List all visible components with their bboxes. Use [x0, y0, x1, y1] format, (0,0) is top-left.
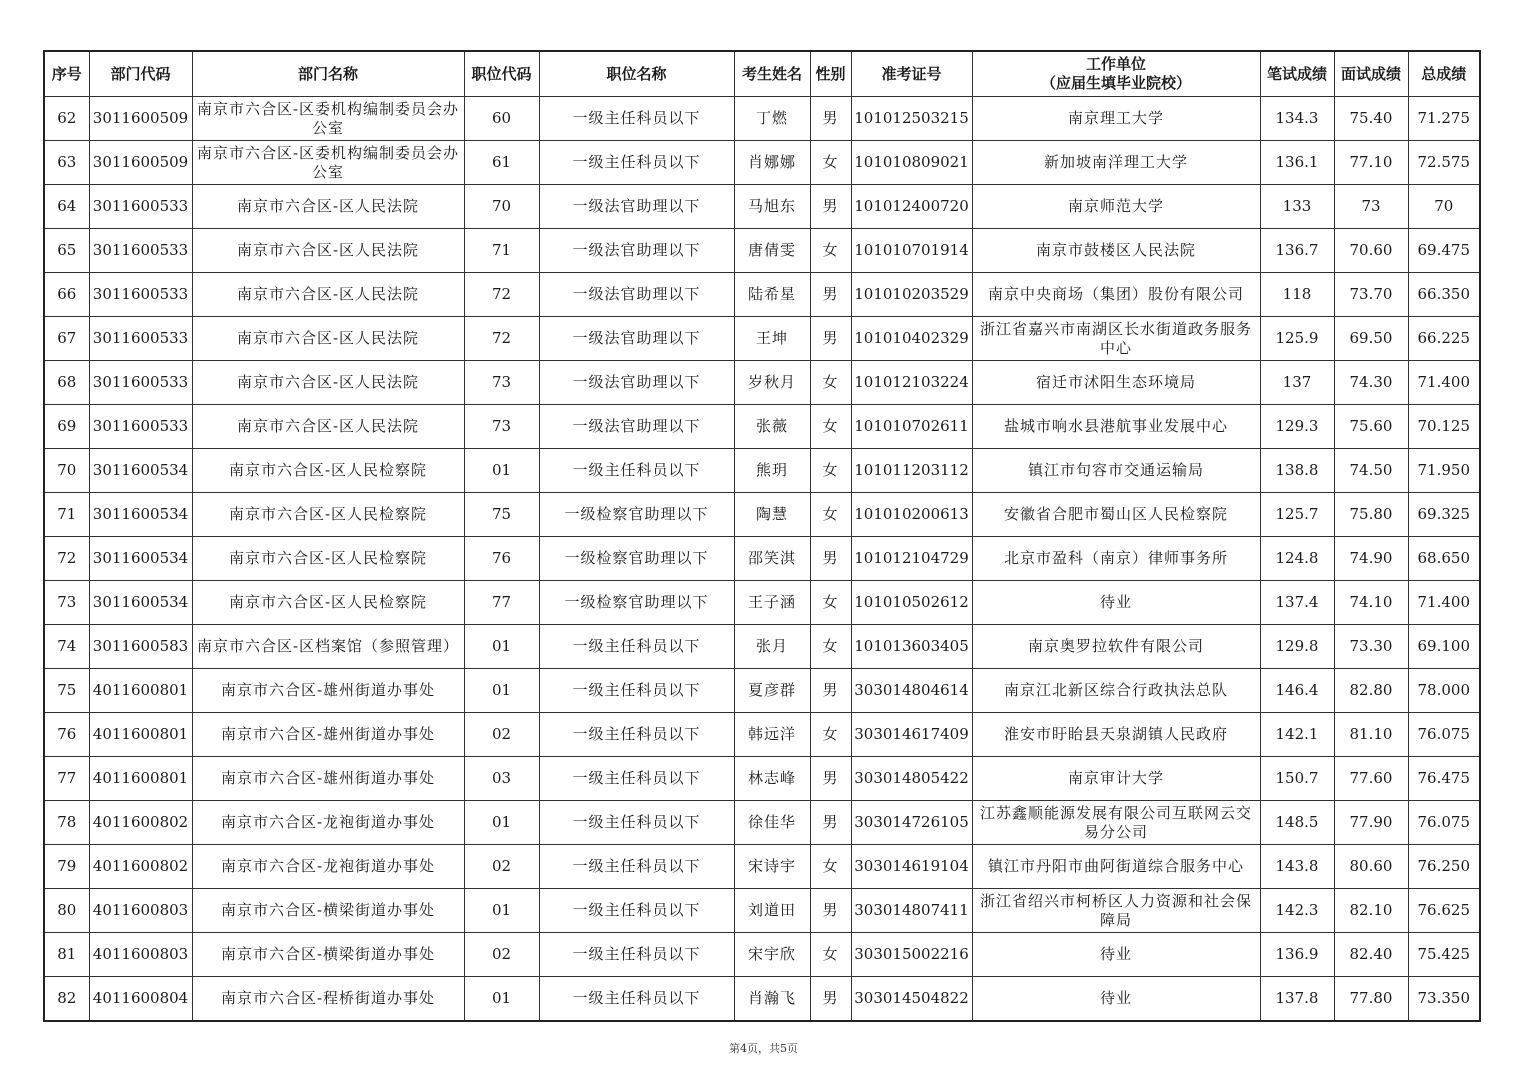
cell-position-code: 73 — [464, 361, 539, 405]
cell-candidate-name: 陆希星 — [734, 273, 810, 317]
cell-total-score: 76.625 — [1408, 889, 1480, 933]
cell-interview-score: 74.30 — [1334, 361, 1408, 405]
cell-dept-name: 南京市六合区-横梁街道办事处 — [192, 889, 464, 933]
cell-dept-code: 3011600534 — [89, 493, 192, 537]
cell-gender: 男 — [810, 801, 851, 845]
cell-total-score: 73.350 — [1408, 977, 1480, 1022]
cell-exam-id: 303014805422 — [851, 757, 972, 801]
cell-position-code: 61 — [464, 141, 539, 185]
cell-dept-name: 南京市六合区-区人民法院 — [192, 405, 464, 449]
cell-employer: 镇江市丹阳市曲阿街道综合服务中心 — [972, 845, 1260, 889]
cell-position-code: 70 — [464, 185, 539, 229]
cell-dept-code: 3011600509 — [89, 97, 192, 141]
cell-dept-code: 3011600533 — [89, 273, 192, 317]
cell-position-name: 一级主任科员以下 — [539, 625, 734, 669]
cell-candidate-name: 林志峰 — [734, 757, 810, 801]
cell-dept-name: 南京市六合区-龙袍街道办事处 — [192, 801, 464, 845]
cell-written-score: 124.8 — [1260, 537, 1334, 581]
cell-written-score: 133 — [1260, 185, 1334, 229]
cell-interview-score: 77.10 — [1334, 141, 1408, 185]
cell-candidate-name: 肖娜娜 — [734, 141, 810, 185]
cell-gender: 男 — [810, 273, 851, 317]
cell-interview-score: 74.90 — [1334, 537, 1408, 581]
header-dept-code: 部门代码 — [89, 51, 192, 97]
score-table — [43, 50, 1481, 1022]
cell-position-name: 一级法官助理以下 — [539, 405, 734, 449]
table-row — [44, 97, 1480, 141]
cell-total-score: 68.650 — [1408, 537, 1480, 581]
cell-dept-code: 4011600803 — [89, 933, 192, 977]
cell-candidate-name: 马旭东 — [734, 185, 810, 229]
cell-dept-code: 3011600533 — [89, 361, 192, 405]
cell-interview-score: 77.80 — [1334, 977, 1408, 1022]
cell-total-score: 66.225 — [1408, 317, 1480, 361]
cell-employer: 江苏鑫顺能源发展有限公司互联网云交易分公司 — [972, 801, 1260, 845]
table-row — [44, 933, 1480, 977]
cell-dept-code: 4011600801 — [89, 757, 192, 801]
cell-seq: 73 — [44, 581, 89, 625]
cell-written-score: 136.1 — [1260, 141, 1334, 185]
cell-employer: 南京师范大学 — [972, 185, 1260, 229]
cell-position-code: 75 — [464, 493, 539, 537]
cell-dept-name: 南京市六合区-区人民检察院 — [192, 493, 464, 537]
cell-gender: 女 — [810, 933, 851, 977]
cell-interview-score: 73.70 — [1334, 273, 1408, 317]
cell-employer: 南京奥罗拉软件有限公司 — [972, 625, 1260, 669]
cell-position-name: 一级检察官助理以下 — [539, 493, 734, 537]
cell-written-score: 129.8 — [1260, 625, 1334, 669]
table-row — [44, 317, 1480, 361]
cell-position-name: 一级法官助理以下 — [539, 273, 734, 317]
cell-interview-score: 82.40 — [1334, 933, 1408, 977]
cell-employer: 浙江省嘉兴市南湖区长水街道政务服务中心 — [972, 317, 1260, 361]
cell-dept-code: 3011600534 — [89, 581, 192, 625]
header-gender: 性别 — [810, 51, 851, 97]
cell-dept-code: 4011600801 — [89, 669, 192, 713]
cell-gender: 男 — [810, 317, 851, 361]
cell-candidate-name: 宋宇欣 — [734, 933, 810, 977]
header-exam-id: 准考证号 — [851, 51, 972, 97]
cell-dept-name: 南京市六合区-程桥街道办事处 — [192, 977, 464, 1022]
cell-seq: 65 — [44, 229, 89, 273]
cell-candidate-name: 丁燃 — [734, 97, 810, 141]
cell-employer: 南京市鼓楼区人民法院 — [972, 229, 1260, 273]
table-body — [44, 97, 1480, 1022]
cell-seq: 72 — [44, 537, 89, 581]
cell-exam-id: 101012104729 — [851, 537, 972, 581]
cell-exam-id: 303014617409 — [851, 713, 972, 757]
cell-written-score: 134.3 — [1260, 97, 1334, 141]
cell-interview-score: 74.50 — [1334, 449, 1408, 493]
table-row — [44, 537, 1480, 581]
cell-position-code: 76 — [464, 537, 539, 581]
cell-dept-name: 南京市六合区-区人民检察院 — [192, 581, 464, 625]
cell-employer: 待业 — [972, 933, 1260, 977]
cell-exam-id: 101013603405 — [851, 625, 972, 669]
cell-position-code: 72 — [464, 273, 539, 317]
cell-position-code: 01 — [464, 669, 539, 713]
cell-employer: 待业 — [972, 977, 1260, 1022]
cell-seq: 79 — [44, 845, 89, 889]
cell-seq: 68 — [44, 361, 89, 405]
cell-dept-name: 南京市六合区-区档案馆（参照管理） — [192, 625, 464, 669]
cell-position-code: 01 — [464, 625, 539, 669]
cell-candidate-name: 王子涵 — [734, 581, 810, 625]
cell-position-name: 一级主任科员以下 — [539, 845, 734, 889]
cell-dept-code: 3011600533 — [89, 317, 192, 361]
cell-position-code: 02 — [464, 845, 539, 889]
cell-employer: 淮安市盱眙县天泉湖镇人民政府 — [972, 713, 1260, 757]
table-row — [44, 801, 1480, 845]
cell-gender: 女 — [810, 141, 851, 185]
cell-employer: 南京审计大学 — [972, 757, 1260, 801]
cell-candidate-name: 刘道田 — [734, 889, 810, 933]
cell-candidate-name: 宋诗宇 — [734, 845, 810, 889]
header-interview-score: 面试成绩 — [1334, 51, 1408, 97]
cell-interview-score: 82.10 — [1334, 889, 1408, 933]
cell-position-name: 一级主任科员以下 — [539, 933, 734, 977]
cell-seq: 70 — [44, 449, 89, 493]
cell-gender: 女 — [810, 405, 851, 449]
cell-total-score: 70 — [1408, 185, 1480, 229]
table-row — [44, 493, 1480, 537]
header-written-score: 笔试成绩 — [1260, 51, 1334, 97]
cell-position-name: 一级法官助理以下 — [539, 317, 734, 361]
cell-total-score: 71.275 — [1408, 97, 1480, 141]
cell-seq: 80 — [44, 889, 89, 933]
page-number: 第4页，共5页 — [729, 1042, 798, 1055]
cell-gender: 男 — [810, 537, 851, 581]
cell-employer: 宿迁市沭阳生态环境局 — [972, 361, 1260, 405]
cell-seq: 82 — [44, 977, 89, 1022]
cell-candidate-name: 徐佳华 — [734, 801, 810, 845]
cell-exam-id: 101010809021 — [851, 141, 972, 185]
cell-interview-score: 75.60 — [1334, 405, 1408, 449]
table-row — [44, 449, 1480, 493]
header-employer: 工作单位 （应届生填毕业院校） — [972, 51, 1260, 97]
cell-employer: 南京理工大学 — [972, 97, 1260, 141]
cell-position-code: 60 — [464, 97, 539, 141]
cell-position-name: 一级主任科员以下 — [539, 449, 734, 493]
cell-gender: 女 — [810, 493, 851, 537]
cell-dept-code: 4011600804 — [89, 977, 192, 1022]
cell-exam-id: 101010701914 — [851, 229, 972, 273]
cell-exam-id: 303014504822 — [851, 977, 972, 1022]
table-row — [44, 273, 1480, 317]
cell-employer: 镇江市句容市交通运输局 — [972, 449, 1260, 493]
cell-seq: 75 — [44, 669, 89, 713]
cell-gender: 女 — [810, 449, 851, 493]
cell-position-code: 02 — [464, 713, 539, 757]
cell-position-name: 一级主任科员以下 — [539, 141, 734, 185]
cell-candidate-name: 肖瀚飞 — [734, 977, 810, 1022]
cell-seq: 78 — [44, 801, 89, 845]
table-row — [44, 625, 1480, 669]
table-row — [44, 889, 1480, 933]
cell-written-score: 142.3 — [1260, 889, 1334, 933]
cell-written-score: 136.9 — [1260, 933, 1334, 977]
cell-employer: 北京市盈科（南京）律师事务所 — [972, 537, 1260, 581]
cell-written-score: 148.5 — [1260, 801, 1334, 845]
cell-dept-name: 南京市六合区-区委机构编制委员会办公室 — [192, 141, 464, 185]
cell-position-code: 01 — [464, 449, 539, 493]
table-row — [44, 581, 1480, 625]
cell-written-score: 150.7 — [1260, 757, 1334, 801]
cell-gender: 女 — [810, 361, 851, 405]
cell-dept-code: 3011600534 — [89, 449, 192, 493]
cell-gender: 男 — [810, 97, 851, 141]
cell-seq: 81 — [44, 933, 89, 977]
cell-dept-code: 3011600583 — [89, 625, 192, 669]
cell-candidate-name: 韩远洋 — [734, 713, 810, 757]
cell-total-score: 76.075 — [1408, 713, 1480, 757]
cell-gender: 女 — [810, 713, 851, 757]
cell-interview-score: 82.80 — [1334, 669, 1408, 713]
table-row — [44, 713, 1480, 757]
cell-total-score: 69.475 — [1408, 229, 1480, 273]
cell-seq: 71 — [44, 493, 89, 537]
cell-position-name: 一级法官助理以下 — [539, 185, 734, 229]
cell-exam-id: 101010502612 — [851, 581, 972, 625]
header-seq: 序号 — [44, 51, 89, 97]
cell-seq: 63 — [44, 141, 89, 185]
header-position-code: 职位代码 — [464, 51, 539, 97]
cell-seq: 76 — [44, 713, 89, 757]
cell-interview-score: 73.30 — [1334, 625, 1408, 669]
cell-written-score: 138.8 — [1260, 449, 1334, 493]
cell-dept-code: 4011600802 — [89, 801, 192, 845]
cell-dept-code: 4011600801 — [89, 713, 192, 757]
cell-candidate-name: 陶慧 — [734, 493, 810, 537]
cell-gender: 女 — [810, 581, 851, 625]
cell-seq: 77 — [44, 757, 89, 801]
cell-employer: 南京江北新区综合行政执法总队 — [972, 669, 1260, 713]
cell-written-score: 142.1 — [1260, 713, 1334, 757]
cell-interview-score: 73 — [1334, 185, 1408, 229]
table-row — [44, 185, 1480, 229]
cell-candidate-name: 夏彦群 — [734, 669, 810, 713]
cell-interview-score: 70.60 — [1334, 229, 1408, 273]
header-row — [44, 51, 1480, 97]
cell-written-score: 118 — [1260, 273, 1334, 317]
cell-gender: 男 — [810, 889, 851, 933]
cell-total-score: 76.250 — [1408, 845, 1480, 889]
cell-seq: 66 — [44, 273, 89, 317]
cell-total-score: 72.575 — [1408, 141, 1480, 185]
cell-seq: 62 — [44, 97, 89, 141]
cell-candidate-name: 熊玥 — [734, 449, 810, 493]
cell-written-score: 137 — [1260, 361, 1334, 405]
cell-exam-id: 303015002216 — [851, 933, 972, 977]
table-row — [44, 361, 1480, 405]
cell-dept-code: 4011600803 — [89, 889, 192, 933]
cell-exam-id: 303014804614 — [851, 669, 972, 713]
cell-exam-id: 101010402329 — [851, 317, 972, 361]
cell-written-score: 129.3 — [1260, 405, 1334, 449]
cell-total-score: 78.000 — [1408, 669, 1480, 713]
cell-exam-id: 101010702611 — [851, 405, 972, 449]
cell-position-name: 一级主任科员以下 — [539, 977, 734, 1022]
table-row — [44, 669, 1480, 713]
cell-dept-name: 南京市六合区-雄州街道办事处 — [192, 757, 464, 801]
cell-position-code: 03 — [464, 757, 539, 801]
cell-gender: 女 — [810, 845, 851, 889]
cell-total-score: 69.100 — [1408, 625, 1480, 669]
cell-position-code: 71 — [464, 229, 539, 273]
cell-exam-id: 101011203112 — [851, 449, 972, 493]
cell-dept-name: 南京市六合区-雄州街道办事处 — [192, 669, 464, 713]
cell-position-name: 一级主任科员以下 — [539, 669, 734, 713]
cell-interview-score: 77.90 — [1334, 801, 1408, 845]
cell-employer: 安徽省合肥市蜀山区人民检察院 — [972, 493, 1260, 537]
cell-interview-score: 77.60 — [1334, 757, 1408, 801]
cell-position-name: 一级主任科员以下 — [539, 97, 734, 141]
cell-gender: 男 — [810, 669, 851, 713]
cell-exam-id: 101012503215 — [851, 97, 972, 141]
cell-total-score: 76.075 — [1408, 801, 1480, 845]
cell-position-code: 72 — [464, 317, 539, 361]
cell-employer: 盐城市响水县港航事业发展中心 — [972, 405, 1260, 449]
cell-position-name: 一级主任科员以下 — [539, 757, 734, 801]
cell-interview-score: 75.80 — [1334, 493, 1408, 537]
cell-position-name: 一级主任科员以下 — [539, 889, 734, 933]
cell-dept-name: 南京市六合区-区人民法院 — [192, 361, 464, 405]
cell-written-score: 137.4 — [1260, 581, 1334, 625]
table-row — [44, 405, 1480, 449]
cell-gender: 男 — [810, 185, 851, 229]
cell-dept-name: 南京市六合区-龙袍街道办事处 — [192, 845, 464, 889]
cell-exam-id: 303014807411 — [851, 889, 972, 933]
cell-position-code: 73 — [464, 405, 539, 449]
cell-written-score: 137.8 — [1260, 977, 1334, 1022]
cell-total-score: 69.325 — [1408, 493, 1480, 537]
cell-candidate-name: 张薇 — [734, 405, 810, 449]
cell-candidate-name: 唐倩雯 — [734, 229, 810, 273]
cell-total-score: 66.350 — [1408, 273, 1480, 317]
cell-dept-name: 南京市六合区-区人民法院 — [192, 229, 464, 273]
cell-seq: 64 — [44, 185, 89, 229]
table-row — [44, 141, 1480, 185]
cell-gender: 男 — [810, 977, 851, 1022]
cell-written-score: 125.7 — [1260, 493, 1334, 537]
table-row — [44, 977, 1480, 1022]
cell-dept-name: 南京市六合区-区人民检察院 — [192, 537, 464, 581]
table-row — [44, 229, 1480, 273]
cell-dept-code: 3011600533 — [89, 229, 192, 273]
cell-position-name: 一级法官助理以下 — [539, 229, 734, 273]
cell-exam-id: 101010200613 — [851, 493, 972, 537]
cell-dept-code: 3011600534 — [89, 537, 192, 581]
cell-interview-score: 80.60 — [1334, 845, 1408, 889]
cell-position-name: 一级主任科员以下 — [539, 713, 734, 757]
cell-exam-id: 303014619104 — [851, 845, 972, 889]
cell-total-score: 71.950 — [1408, 449, 1480, 493]
header-candidate-name: 考生姓名 — [734, 51, 810, 97]
cell-position-name: 一级法官助理以下 — [539, 361, 734, 405]
header-total-score: 总成绩 — [1408, 51, 1480, 97]
cell-dept-code: 3011600533 — [89, 185, 192, 229]
cell-employer: 新加坡南洋理工大学 — [972, 141, 1260, 185]
cell-interview-score: 81.10 — [1334, 713, 1408, 757]
cell-dept-name: 南京市六合区-区人民法院 — [192, 317, 464, 361]
table-row — [44, 845, 1480, 889]
cell-interview-score: 69.50 — [1334, 317, 1408, 361]
cell-candidate-name: 岁秋月 — [734, 361, 810, 405]
cell-candidate-name: 王坤 — [734, 317, 810, 361]
cell-seq: 69 — [44, 405, 89, 449]
cell-position-code: 01 — [464, 801, 539, 845]
cell-dept-name: 南京市六合区-区人民检察院 — [192, 449, 464, 493]
cell-dept-name: 南京市六合区-横梁街道办事处 — [192, 933, 464, 977]
cell-written-score: 125.9 — [1260, 317, 1334, 361]
table-row — [44, 757, 1480, 801]
cell-employer: 浙江省绍兴市柯桥区人力资源和社会保障局 — [972, 889, 1260, 933]
cell-dept-name: 南京市六合区-雄州街道办事处 — [192, 713, 464, 757]
header-dept-name: 部门名称 — [192, 51, 464, 97]
cell-written-score: 143.8 — [1260, 845, 1334, 889]
cell-exam-id: 303014726105 — [851, 801, 972, 845]
cell-written-score: 136.7 — [1260, 229, 1334, 273]
cell-total-score: 75.425 — [1408, 933, 1480, 977]
cell-interview-score: 75.40 — [1334, 97, 1408, 141]
cell-total-score: 71.400 — [1408, 361, 1480, 405]
cell-interview-score: 74.10 — [1334, 581, 1408, 625]
cell-seq: 74 — [44, 625, 89, 669]
cell-position-name: 一级检察官助理以下 — [539, 581, 734, 625]
cell-position-name: 一级主任科员以下 — [539, 801, 734, 845]
cell-position-name: 一级检察官助理以下 — [539, 537, 734, 581]
cell-position-code: 01 — [464, 977, 539, 1022]
cell-position-code: 02 — [464, 933, 539, 977]
cell-employer: 待业 — [972, 581, 1260, 625]
cell-position-code: 77 — [464, 581, 539, 625]
cell-exam-id: 101012103224 — [851, 361, 972, 405]
cell-seq: 67 — [44, 317, 89, 361]
cell-exam-id: 101012400720 — [851, 185, 972, 229]
cell-total-score: 70.125 — [1408, 405, 1480, 449]
cell-dept-name: 南京市六合区-区人民法院 — [192, 185, 464, 229]
cell-dept-name: 南京市六合区-区人民法院 — [192, 273, 464, 317]
cell-gender: 女 — [810, 625, 851, 669]
cell-employer: 南京中央商场（集团）股份有限公司 — [972, 273, 1260, 317]
cell-dept-name: 南京市六合区-区委机构编制委员会办公室 — [192, 97, 464, 141]
cell-dept-code: 3011600533 — [89, 405, 192, 449]
cell-dept-code: 4011600802 — [89, 845, 192, 889]
cell-candidate-name: 邵笑淇 — [734, 537, 810, 581]
header-position-name: 职位名称 — [539, 51, 734, 97]
cell-dept-code: 3011600509 — [89, 141, 192, 185]
cell-written-score: 146.4 — [1260, 669, 1334, 713]
cell-total-score: 71.400 — [1408, 581, 1480, 625]
cell-position-code: 01 — [464, 889, 539, 933]
cell-exam-id: 101010203529 — [851, 273, 972, 317]
cell-candidate-name: 张月 — [734, 625, 810, 669]
cell-total-score: 76.475 — [1408, 757, 1480, 801]
cell-gender: 男 — [810, 757, 851, 801]
cell-gender: 女 — [810, 229, 851, 273]
